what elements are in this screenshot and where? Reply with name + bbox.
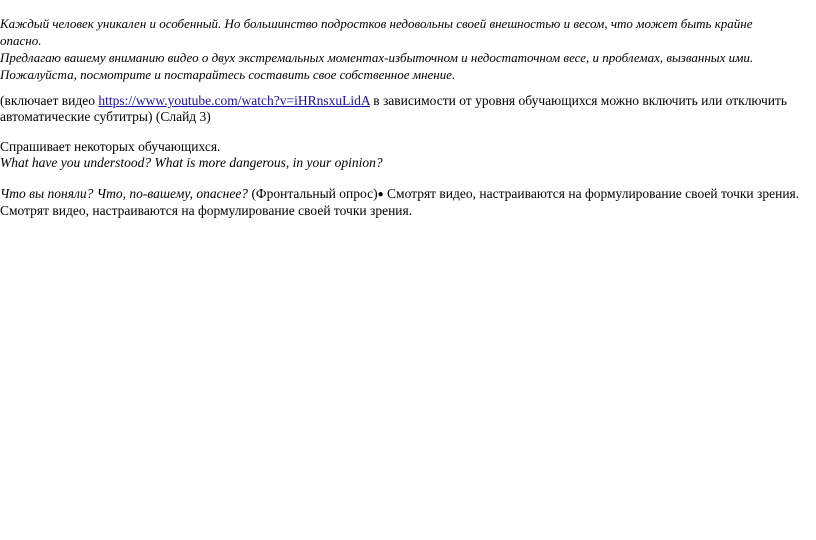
en-question-text: What have you understood? What is more dangerous, in your opinion? bbox=[0, 155, 383, 170]
ru-question-text: Что вы поняли? Что, по-вашему, опаснее? bbox=[0, 186, 249, 201]
student-action-text: Смотрят видео, настраиваются на формулирование своей точки зрения. bbox=[383, 186, 800, 201]
video-line-2: автоматические субтитры) (Слайд 3) bbox=[0, 109, 211, 124]
responses-paragraph bbox=[0, 186, 808, 219]
video-prefix: (включает видео bbox=[0, 93, 99, 108]
survey-mode-text: (Фронтальный опрос) bbox=[248, 186, 378, 201]
youtube-link[interactable]: https://www.youtube.com/watch?v=iHRnsxuLidA bbox=[98, 93, 370, 108]
video-line-1 bbox=[0, 93, 808, 109]
intro-line-3: Предлагаю вашему вниманию видео о двух экстремальных моментах-избыточном и недостаточном весе, и проблемах, вызванных ими. bbox=[0, 50, 754, 65]
ru-intro-text: Спрашивает некоторых обучающихся. bbox=[0, 139, 221, 154]
student-action-repeat-text: Смотрят видео, настраиваются на формулирование своей точки зрения. bbox=[0, 203, 413, 218]
bullet-icon: ● bbox=[377, 189, 384, 200]
responses-line-1 bbox=[0, 186, 808, 203]
video-suffix: в зависимости от уровня обучающихся можно включить или отключить bbox=[369, 93, 788, 108]
intro-line-2: опасно. bbox=[0, 33, 42, 48]
intro-line-4: Пожалуйста, посмотрите и постарайтесь составить свое собственное мнение. bbox=[0, 67, 456, 82]
intro-paragraph bbox=[0, 15, 808, 83]
intro-line-1: Каждый человек уникален и особенный. Но большинство подростков недовольны своей внешностью и весом, что может быть крайне bbox=[0, 16, 753, 31]
video-paragraph bbox=[0, 93, 808, 125]
questions-paragraph bbox=[0, 139, 808, 171]
